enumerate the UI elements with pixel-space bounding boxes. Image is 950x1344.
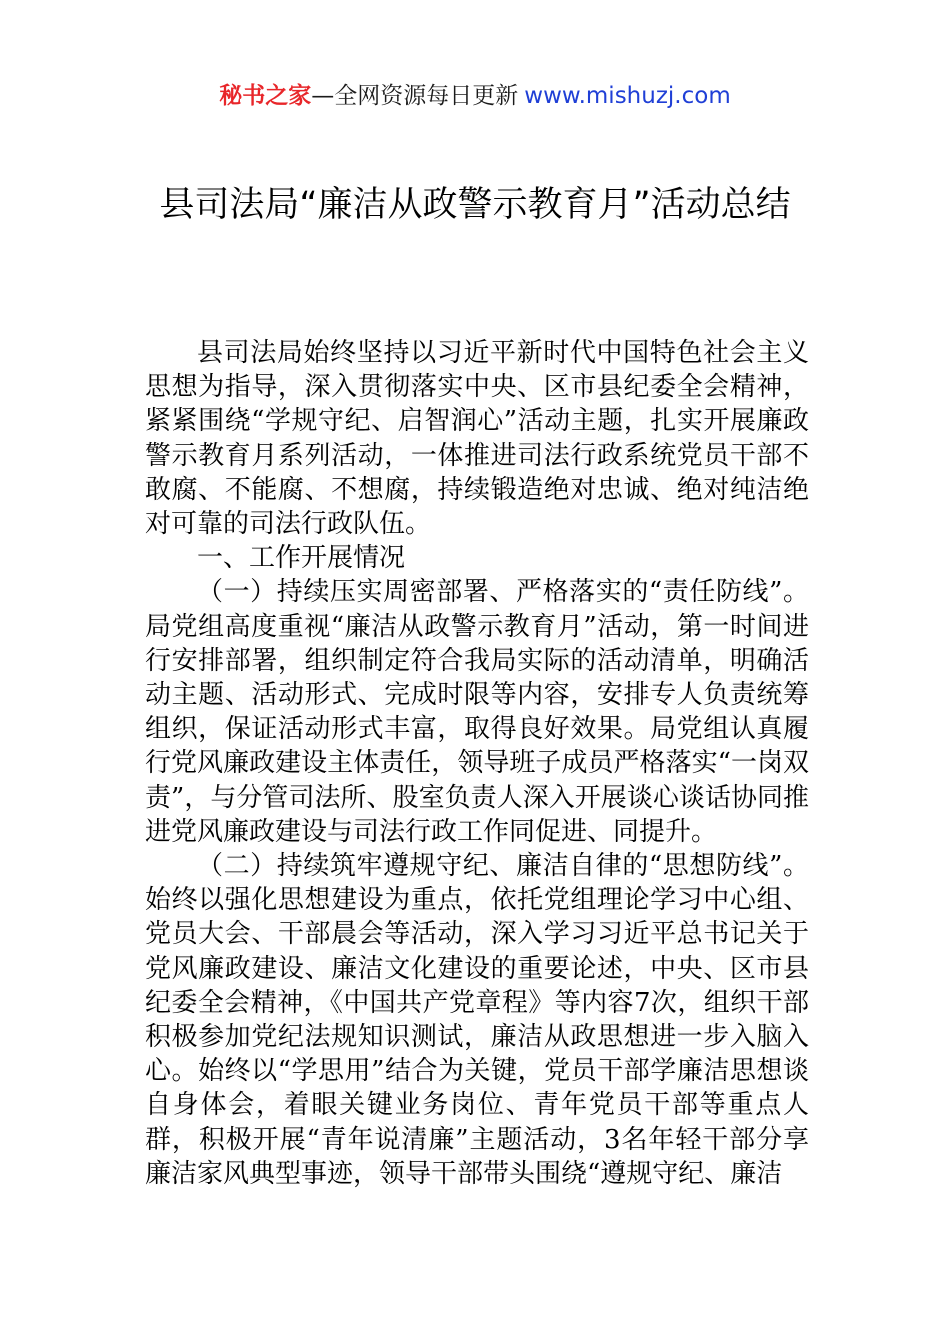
section-paragraph-2: （二）持续筑牢遵规守纪、廉洁自律的“思想防线”。始终以强化思想建设为重点，依托党组理论学习中心组、党员大会、干部晨会等活动，深入学习习近平总书记关于党风廉政建设、廉洁文化建设的重要论述，中央、区市县纪委全会精神，《中国共产党章程》等内容7次，组织干部积极参加党纪法规知识测试，廉洁从政思想进一步入脑入心。始终以“学思用”结合为关键，党员干部学廉洁思想谈自身体会，着眼关键业务岗位、青年党员干部等重点人群，积极开展“青年说清廉”主题活动，3名年轻干部分享廉洁家风典型事迹，领导干部带头围绕“遵规守纪、廉洁 (145, 851, 809, 1189)
document-body (145, 336, 809, 1191)
site-tagline: —全网资源每日更新 (311, 83, 519, 109)
site-url-link[interactable]: www.mishuzj.com (524, 83, 731, 109)
document-title: 县司法局“廉洁从政警示教育月”活动总结 (159, 185, 791, 225)
intro-paragraph: 县司法局始终坚持以习近平新时代中国特色社会主义思想为指导，深入贯彻落实中央、区市县纪委全会精神，紧紧围绕“学规守纪、启智润心”活动主题，扎实开展廉政警示教育月系列活动，一体推进司法行政系统党员干部不敢腐、不能腐、不想腐，持续锻造绝对忠诚、绝对纯洁绝对可靠的司法行政队伍。 (145, 338, 809, 540)
section-paragraph-1: （一）持续压实周密部署、严格落实的“责任防线”。局党组高度重视“廉洁从政警示教育月”活动，第一时间进行安排部署，组织制定符合我局实际的活动清单，明确活动主题、活动形式、完成时限等内容，安排专人负责统筹组织，保证活动形式丰富，取得良好效果。局党组认真履行党风廉政建设主体责任，领导班子成员严格落实“一岗双责”，与分管司法所、股室负责人深入开展谈心谈话协同推进党风廉政建设与司法行政工作同促进、同提升。 (145, 577, 809, 847)
site-header (0, 80, 950, 112)
site-brand: 秘书之家 (219, 83, 312, 109)
section-heading: 一、工作开展情况 (197, 543, 406, 574)
